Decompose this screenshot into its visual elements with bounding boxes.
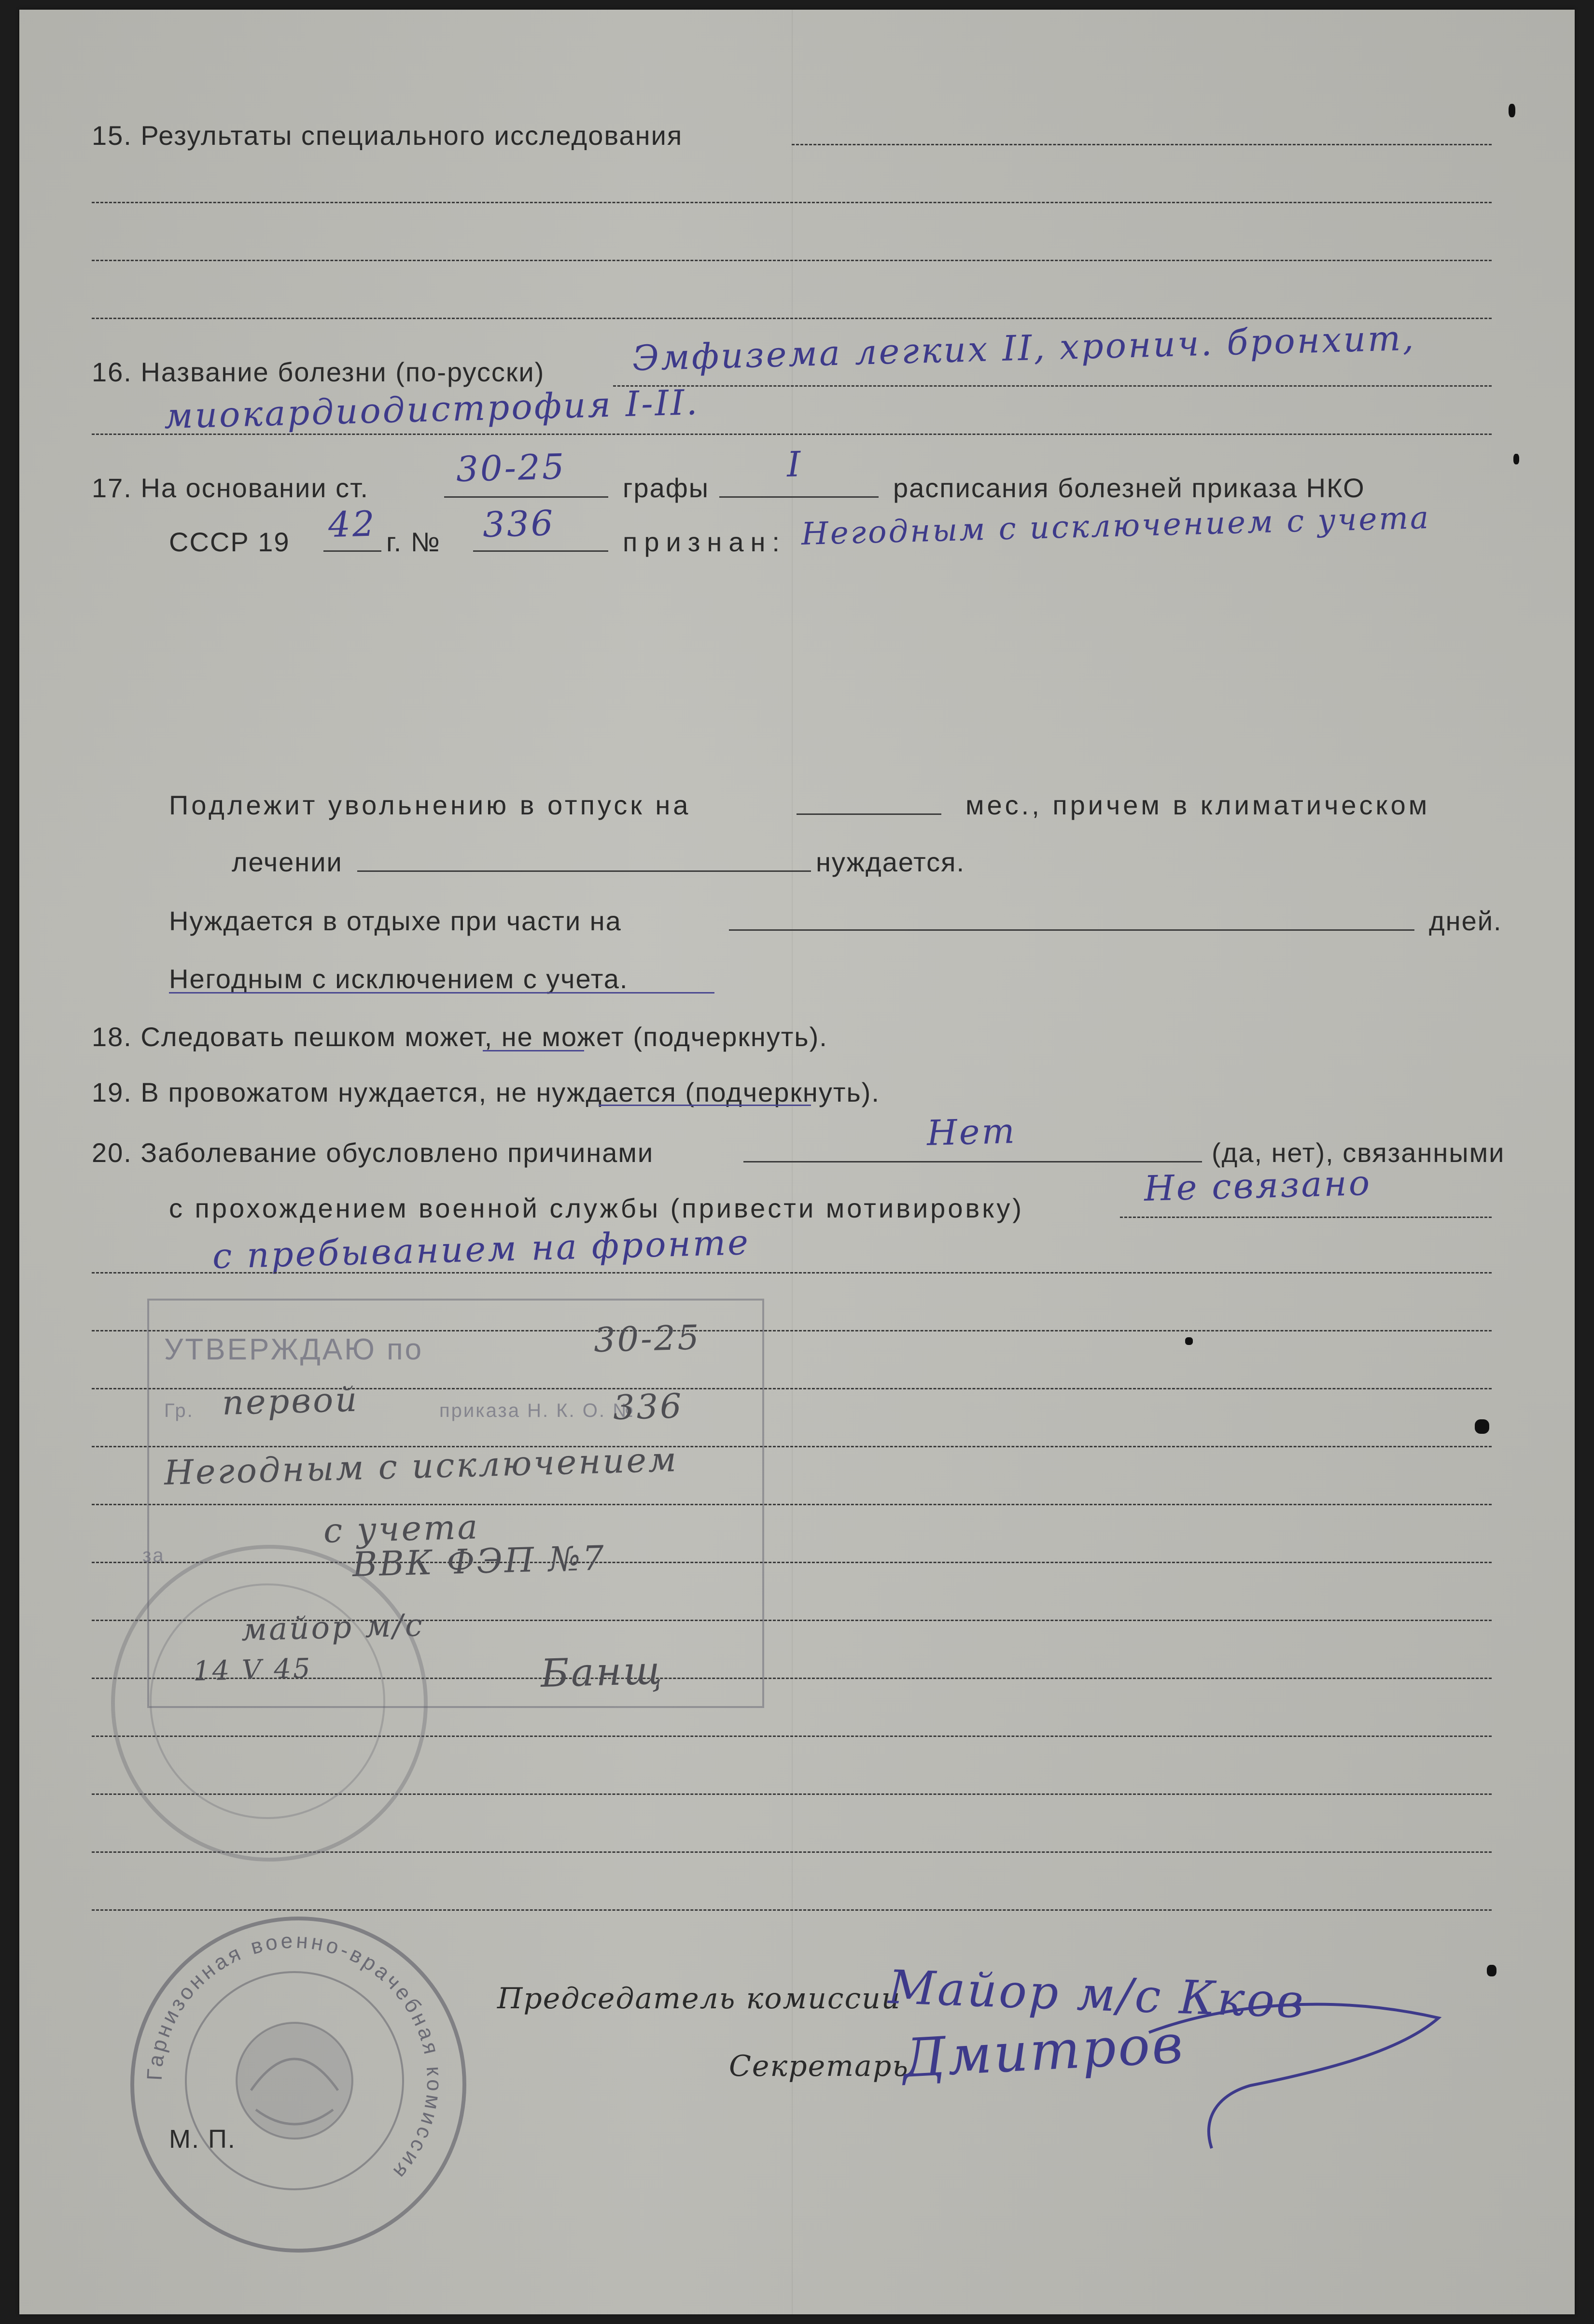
stamp-decision-line2: с учета: [322, 1507, 480, 1551]
stamp-order-label: приказа Н. К. О. №: [439, 1400, 635, 1421]
item19-label: 19. В провожатом нуждается, не нуждается (подчеркнуть).: [92, 1077, 880, 1107]
signature-flourish: [1130, 1974, 1468, 2177]
item20-label-a: 20. Заболевание обусловлено причинами: [92, 1137, 654, 1168]
paper-speck: [1475, 1419, 1489, 1434]
item17-column-line: [719, 496, 879, 498]
item16-line-1: [613, 385, 1492, 387]
leave-text3: лечении: [232, 847, 343, 877]
item19-underline: [599, 1105, 811, 1106]
stamp-gr-value: первой: [221, 1379, 360, 1423]
chair-label: Председатель комиссии: [497, 1982, 901, 2016]
item17-year: 42: [327, 503, 377, 545]
item20-cause-line: [743, 1161, 1202, 1162]
seal-text: Гарнизонная военно-врачебная комиссия: [142, 1929, 447, 2185]
item20-label-c: с прохождением военной службы (привести мотивировку): [169, 1193, 1024, 1223]
official-seal: [130, 1917, 466, 2253]
leave-months-line: [797, 813, 941, 815]
item17-prefix: 17. На основании ст.: [92, 473, 369, 503]
paper-speck: [1185, 1337, 1193, 1345]
item15-line-2: [92, 202, 1492, 203]
stamp-commission: ВВК ФЭП №7: [351, 1538, 606, 1584]
leave-climate-line: [357, 870, 811, 872]
item16-label: 16. Название болезни (по-русски): [92, 357, 545, 387]
item15-label: 15. Результаты специального исследования: [92, 120, 683, 151]
item18-label: 18. Следовать пешком может, не может (подчеркнуть).: [92, 1022, 828, 1052]
typed-decision-underline: [169, 992, 714, 994]
seal-emblem: [130, 1917, 459, 2245]
ruled-line-11: [92, 1909, 1492, 1911]
item16-diagnosis-line1: Эмфизема легких II, хронич. бронхит,: [631, 317, 1416, 378]
item15-line-1: [792, 144, 1492, 145]
stamp-order-value: 336: [612, 1386, 684, 1428]
item16-line-2: [92, 434, 1492, 435]
typed-decision: Негодным с исключением с учета.: [169, 964, 629, 994]
leave-text4: нуждается.: [816, 847, 965, 877]
item17-year-line: [323, 550, 381, 552]
leave-text2: мес., причем в климатическом: [965, 790, 1430, 820]
rest-unit: дней.: [1429, 906, 1502, 936]
seal-faint-inner: [150, 1583, 385, 1819]
stamp-date: 14 V 45: [193, 1652, 313, 1687]
stamp-rank: майор м/с: [241, 1608, 425, 1648]
paper-speck: [1513, 454, 1519, 464]
secretary-signature: Дмитров: [901, 2013, 1187, 2089]
item20-cause-value: Нет: [926, 1110, 1017, 1153]
paper-speck: [1487, 1965, 1496, 1976]
item20-motive-line2: с пребыванием на фронте: [211, 1221, 751, 1276]
item20-motive-line1: Не связано: [1143, 1162, 1372, 1209]
rest-days-line: [729, 929, 1414, 931]
stamp-article: 30-25: [593, 1317, 701, 1360]
item17-decision: Негодным с исключением с учета: [801, 500, 1431, 552]
item17-order-number: 336: [482, 503, 556, 545]
item20-line-2: [92, 1272, 1492, 1274]
paper-speck: [1509, 104, 1515, 117]
item17-mid1: графы: [623, 473, 710, 503]
stamp-za: за: [142, 1545, 165, 1566]
item15-line-4: [92, 318, 1492, 319]
item17-order-line: [473, 550, 608, 552]
item17-article-line: [444, 496, 608, 498]
item18-underline: [483, 1050, 584, 1051]
mp-label: М. П.: [169, 2125, 236, 2154]
item20-label-b: (да, нет), связанными: [1212, 1137, 1505, 1168]
leave-text1: Подлежит увольнению в отпуск на: [169, 790, 691, 820]
item17-suffix: расписания болезней приказа НКО: [893, 473, 1365, 503]
form-sheet: [19, 10, 1575, 2314]
secretary-label: Секретарь: [729, 2049, 909, 2083]
item17-article: 30-25: [455, 446, 567, 490]
chair-signature: Майор м/с Кков: [887, 1960, 1307, 2029]
stamp-gr-label: Гр.: [164, 1400, 194, 1421]
item17-recognized-label: признан:: [623, 527, 786, 557]
item17-column: I: [786, 444, 803, 485]
item15-line-3: [92, 260, 1492, 261]
item16-diagnosis-line2: миокардиодистрофия I-II.: [163, 381, 700, 436]
stamp-decision-line1: Негодным с исключением: [163, 1440, 679, 1493]
item20-line-1: [1120, 1217, 1492, 1218]
item17-line2-prefix: СССР 19: [169, 527, 290, 557]
item17-mid2: г. №: [386, 527, 441, 557]
stamp-signature: Банщ: [540, 1648, 665, 1696]
rest-label: Нуждается в отдыхе при части на: [169, 906, 622, 936]
stamp-header: УТВЕРЖДАЮ по: [164, 1333, 424, 1366]
